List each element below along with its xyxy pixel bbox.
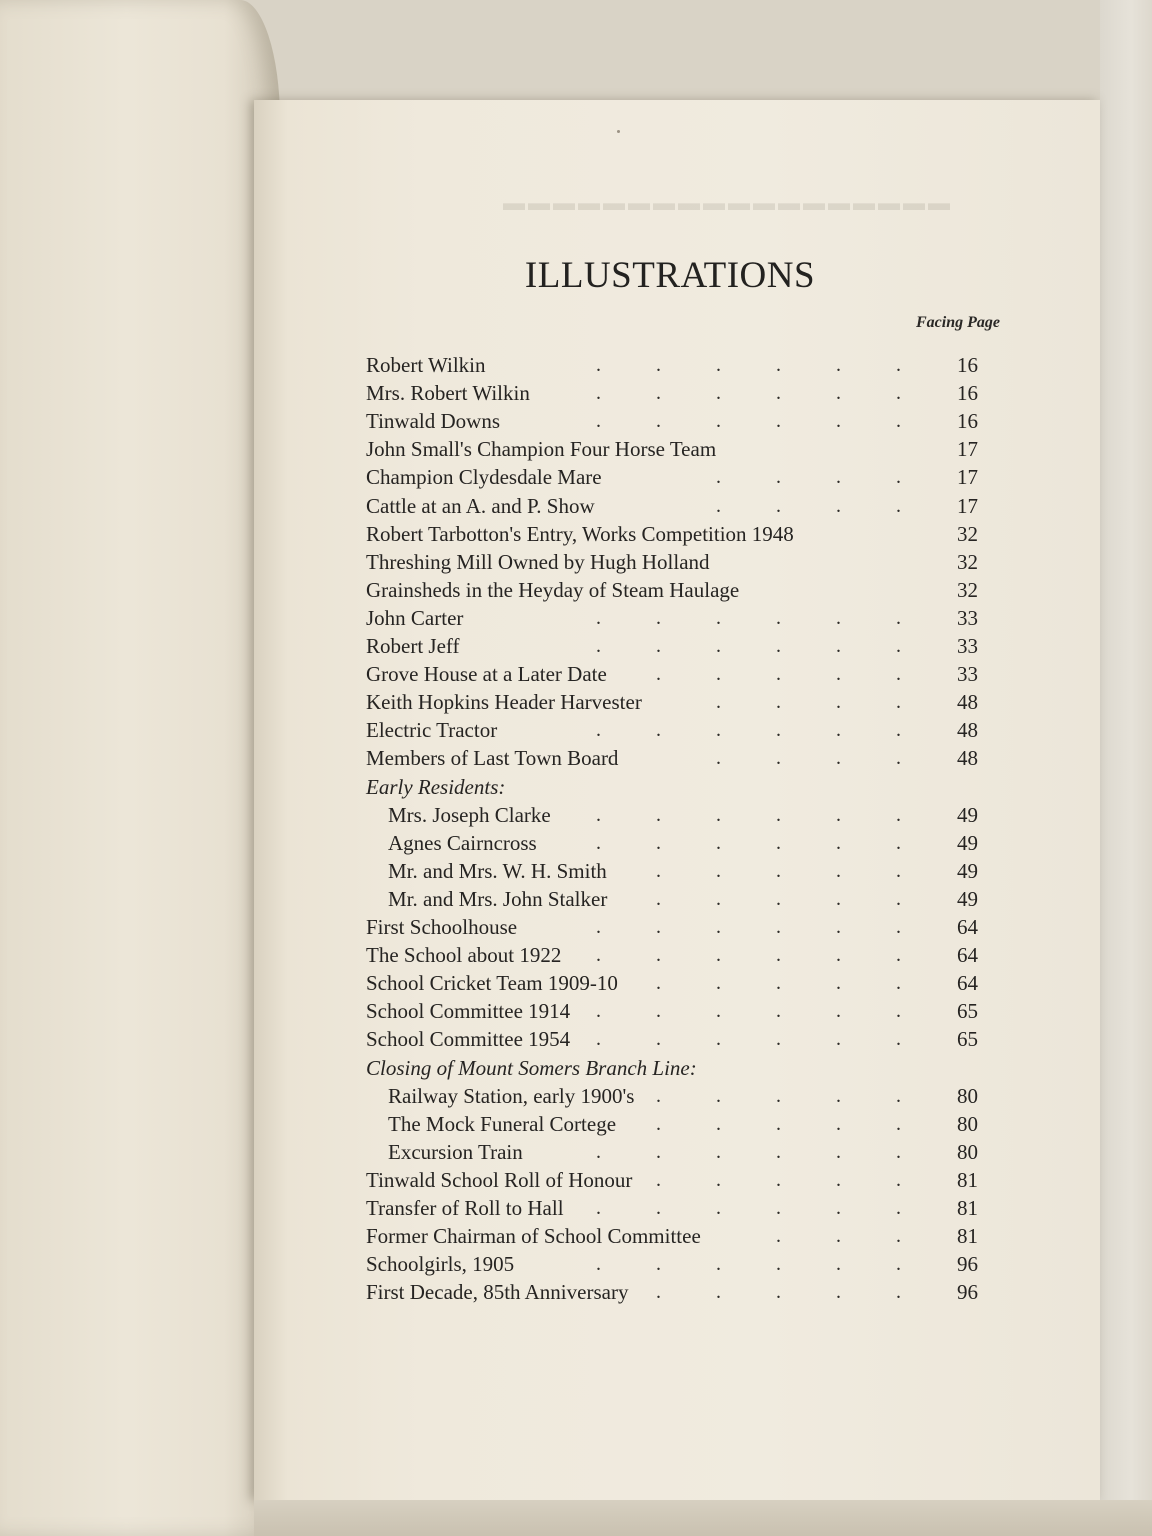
facing-page-number: 48 <box>957 690 978 715</box>
list-item <box>366 548 978 576</box>
dot-leader: . . . . . . <box>596 1197 926 1219</box>
illustration-title: Transfer of Roll to Hall <box>366 1196 564 1220</box>
dot-leader: . . . <box>776 1225 926 1248</box>
facing-page-number: 32 <box>957 521 978 546</box>
dot-leader: . . . . <box>716 494 926 517</box>
dot-leader: . . . . . . <box>596 803 926 826</box>
dot-leader: . . . . . . <box>596 382 926 405</box>
list-item <box>366 1166 978 1194</box>
facing-page-number: 32 <box>957 549 978 574</box>
list-item <box>366 885 978 913</box>
list-item <box>366 520 978 548</box>
dot-leader: . . . . . <box>656 1112 926 1135</box>
illustration-title: Mr. and Mrs. W. H. Smith <box>388 858 607 883</box>
list-item <box>366 1138 978 1166</box>
facing-page-number: 16 <box>957 353 978 377</box>
facing-page-number: 16 <box>957 409 978 434</box>
facing-page-number: 49 <box>957 802 978 827</box>
section-heading-text: Closing of Mount Somers Branch Line: <box>366 1055 697 1080</box>
illustration-title: The Mock Funeral Cortege <box>388 1111 617 1136</box>
list-item <box>366 997 978 1025</box>
dot-leader: . . . . <box>716 466 926 489</box>
illustration-title: John Small's Champion Four Horse Team <box>366 437 717 462</box>
facing-page-number: 65 <box>957 999 978 1024</box>
list-item <box>366 1222 978 1250</box>
facing-page-number: 17 <box>957 437 978 462</box>
facing-page-number: 64 <box>957 943 978 968</box>
dot-leader: . . . . . <box>656 663 926 686</box>
facing-page-number: 96 <box>957 1280 978 1305</box>
list-item <box>366 969 978 997</box>
list-item <box>366 1250 978 1278</box>
dot-leader: . . . . . <box>656 1084 926 1107</box>
illustration-title: Keith Hopkins Header Harvester <box>366 690 642 715</box>
facing-page-number: 49 <box>957 858 978 883</box>
list-section-heading <box>366 1054 978 1082</box>
dot-leader: . . . . . <box>656 1281 926 1304</box>
dot-leader: . . . . . . <box>596 1000 926 1023</box>
list-item <box>366 1082 978 1110</box>
illustration-title: Threshing Mill Owned by Hugh Holland <box>366 549 710 574</box>
illustration-title: The School about 1922 <box>366 943 562 968</box>
list-item <box>366 716 978 744</box>
facing-page-number: 33 <box>957 605 978 630</box>
illustration-title: Champion Clydesdale Mare <box>366 465 602 490</box>
facing-page-number: 49 <box>957 886 978 911</box>
list-item <box>366 1278 978 1306</box>
list-item <box>366 632 978 660</box>
illustration-title: Electric Tractor <box>366 718 498 743</box>
dot-leader: . . . . <box>716 747 926 770</box>
illustration-title: Railway Station, early 1900's <box>388 1083 635 1108</box>
list-item <box>366 660 978 688</box>
list-item <box>366 407 978 435</box>
illustration-title: Tinwald School Roll of Honour <box>366 1167 633 1192</box>
list-item <box>366 744 978 772</box>
dot-leader: . . . . . . <box>596 719 926 742</box>
list-item <box>366 801 978 829</box>
list-item <box>366 576 978 604</box>
facing-page-number: 48 <box>957 718 978 743</box>
illustration-title: Robert Wilkin <box>366 353 486 377</box>
illustration-title: First Decade, 85th Anniversary <box>366 1280 629 1305</box>
dot-leader: . . . . . . <box>596 410 926 433</box>
dot-leader: . . . . . <box>656 887 926 910</box>
dot-leader: . . . . . <box>656 972 926 995</box>
dot-leader: . . . . . <box>656 1168 926 1191</box>
dot-leader: . . . . . . <box>596 635 926 657</box>
list-item <box>366 941 978 969</box>
facing-page-number: 16 <box>957 381 978 406</box>
illustration-title: School Cricket Team 1909-10 <box>366 971 618 996</box>
facing-page-number: 64 <box>957 915 978 939</box>
facing-page-number: 33 <box>957 634 978 658</box>
facing-page-number: 33 <box>957 662 978 687</box>
facing-page-number: 17 <box>957 493 978 518</box>
dot-leader: . . . . . . <box>596 1253 926 1276</box>
list-item <box>366 492 978 520</box>
dot-leader: . . . . . . <box>596 916 926 938</box>
page-title: ILLUSTRATIONS <box>524 255 816 296</box>
facing-page-number: 48 <box>957 746 978 771</box>
list-item <box>366 688 978 716</box>
facing-page-number: 96 <box>957 1252 978 1277</box>
facing-page-number: 17 <box>957 465 978 490</box>
illustration-title: Mrs. Robert Wilkin <box>366 381 530 406</box>
list-item <box>366 1025 978 1053</box>
facing-page-number: 32 <box>957 577 978 602</box>
facing-page-number: 81 <box>957 1167 978 1192</box>
illustration-title: Schoolgirls, 1905 <box>366 1252 515 1277</box>
list-item <box>366 351 978 379</box>
illustration-title: Excursion Train <box>388 1139 523 1164</box>
facing-page-number: 64 <box>957 971 978 996</box>
illustration-title: Robert Jeff <box>366 634 460 658</box>
illustration-title: Cattle at an A. and P. Show <box>366 493 595 518</box>
illustration-title: Grainsheds in the Heyday of Steam Haulage <box>366 577 740 602</box>
illustration-title: School Committee 1954 <box>366 1027 571 1052</box>
facing-page-number: 80 <box>957 1139 978 1164</box>
list-item <box>366 435 978 463</box>
illustration-title: Agnes Cairncross <box>388 830 537 855</box>
illustration-title: Robert Tarbotton's Entry, Works Competition 1948 <box>366 521 794 546</box>
facing-page-number: 80 <box>957 1111 978 1136</box>
illustration-title: Mrs. Joseph Clarke <box>388 802 551 827</box>
list-section-heading <box>366 773 978 801</box>
illustration-title: Former Chairman of School Committee <box>366 1224 701 1249</box>
dot-leader: . . . . . . <box>596 944 926 967</box>
illustration-title: Mr. and Mrs. John Stalker <box>388 886 608 911</box>
facing-page-number: 80 <box>957 1083 978 1108</box>
list-item <box>366 913 978 941</box>
dot-leader: . . . . . . <box>596 1028 926 1051</box>
dot-leader: . . . . . . <box>596 606 926 629</box>
facing-page-number: 81 <box>957 1196 978 1220</box>
section-heading-text: Early Residents: <box>366 774 506 799</box>
dot-leader: . . . . . <box>656 859 926 882</box>
dot-leader: . . . . . . <box>596 831 926 854</box>
illustration-title: School Committee 1914 <box>366 999 571 1024</box>
dot-leader: . . . . . . <box>596 1140 926 1163</box>
illustration-title: John Carter <box>366 605 464 630</box>
illustration-title: Grove House at a Later Date <box>366 662 607 687</box>
list-item <box>366 463 978 491</box>
facing-page-number: 65 <box>957 1027 978 1052</box>
illustration-title: Members of Last Town Board <box>366 746 619 771</box>
list-item <box>366 1110 978 1138</box>
facing-page-number: 49 <box>957 830 978 855</box>
dot-leader: . . . . <box>716 691 926 714</box>
facing-page-number: 81 <box>957 1224 978 1249</box>
list-item <box>366 604 978 632</box>
illustration-title: Tinwald Downs <box>366 409 500 434</box>
list-item <box>366 857 978 885</box>
list-item <box>366 1194 978 1222</box>
list-item <box>366 379 978 407</box>
column-header-facing-page: Facing Page <box>916 314 1000 331</box>
list-item <box>366 829 978 857</box>
illustration-title: First Schoolhouse <box>366 915 518 939</box>
dot-leader: . . . . . . <box>596 354 926 376</box>
